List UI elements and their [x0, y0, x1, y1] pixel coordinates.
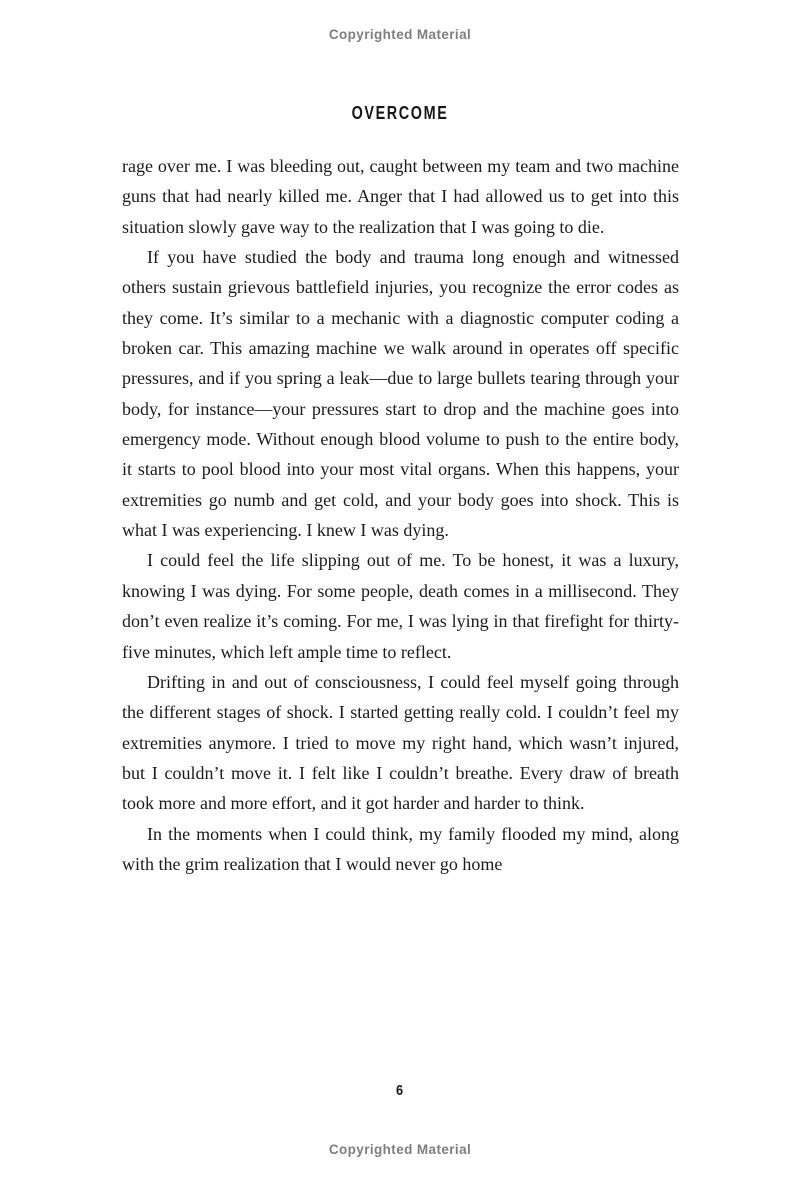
body-paragraph: If you have studied the body and trauma long enough and witnessed others sustain grievous battlefield injuries, you recognize the error codes as they come. It’s similar to a mechanic with a diagnostic computer coding a broken car. This amazing machine we walk around in operates off specific pressures, and if you spring a leak—due to large bullets tearing through your body, for instance—your pressures start to drop and the machine goes into emergency mode. Without enough blood volume to push to the entire body, it starts to pool blood into your most vital organs. When this happens, your extremities go numb and get cold, and your body goes into shock. This is what I was experiencing. I knew I was dying. [122, 247, 679, 541]
chapter-header: OVERCOME [351, 103, 449, 123]
copyright-notice-bottom: Copyrighted Material [328, 1142, 472, 1157]
body-paragraph: rage over me. I was bleeding out, caught between my team and two machine guns that had nearly killed me. Anger that I had allowed us to get into this situation slowly gave way to the realization that I was going to die. [122, 156, 679, 237]
copyright-notice-top: Copyrighted Material [328, 27, 472, 42]
body-paragraph: In the moments when I could think, my family flooded my mind, along with the grim realization that I would never go home [122, 823, 679, 874]
body-text-block [122, 151, 679, 879]
page-number: 6 [396, 1082, 404, 1099]
body-paragraph: I could feel the life slipping out of me. To be honest, it was a luxury, knowing I was dying. For some people, death comes in a millisecond. They don’t even realize it’s coming. For me, I was lying in that firefight for thirty-five minutes, which left ample time to reflect. [122, 550, 679, 662]
body-paragraph: Drifting in and out of consciousness, I could feel myself going through the different stages of shock. I started getting really cold. I couldn’t feel my extremities anymore. I tried to move my right hand, which wasn’t injured, but I couldn’t move it. I felt like I couldn’t breathe. Every draw of breath took more and more effort, and it got harder and harder to think. [122, 671, 679, 814]
